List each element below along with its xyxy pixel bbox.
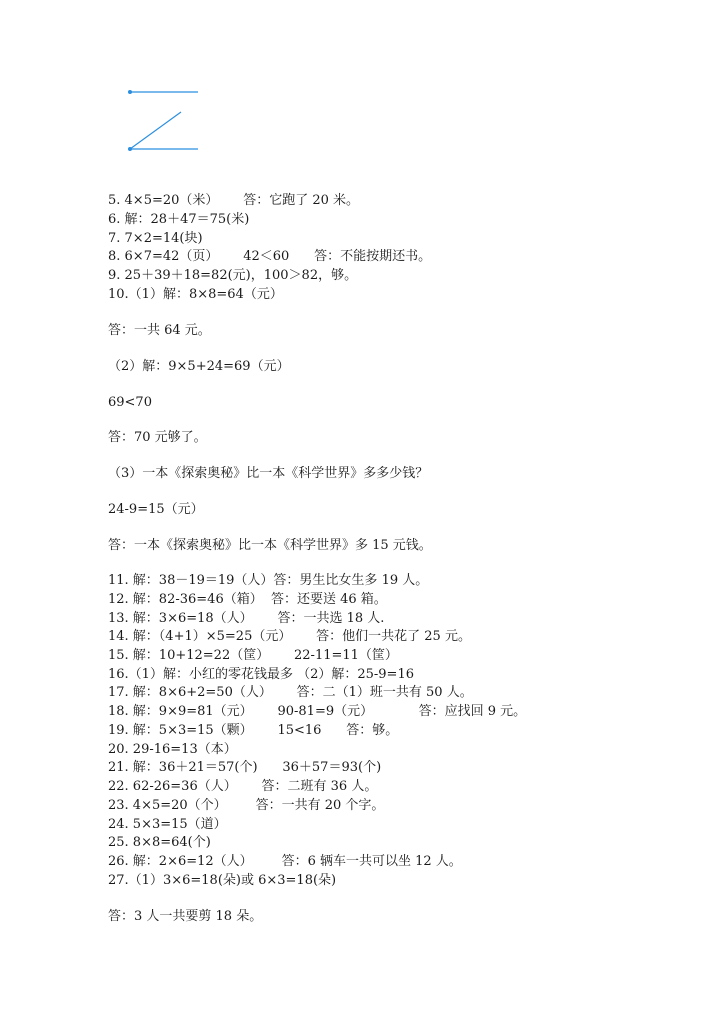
answer-line-10-2: （2）解：9×5+24=69（元） bbox=[108, 359, 290, 374]
answer-line-10-3-calc: 24-9=15（元） bbox=[108, 502, 204, 517]
answer-line-10-3-question: （3）一本《探索奥秘》比一本《科学世界》多多少钱？ bbox=[108, 466, 429, 481]
answer-line-10-2-result: 答：70 元够了。 bbox=[108, 430, 207, 445]
answer-line-20: 20. 29-16=13（本） bbox=[108, 742, 237, 757]
answer-line-9: 9. 25＋39＋18=82(元)，100＞82，够。 bbox=[108, 268, 358, 283]
answer-line-13: 13. 解：3×6=18（人） 答：一共选 18 人. bbox=[108, 611, 385, 626]
answer-line-14: 14. 解：（4+1）×5=25（元） 答：他们一共花了 25 元。 bbox=[108, 629, 471, 644]
answer-line-12: 12. 解：82-36=46（箱） 答：还要送 46 箱。 bbox=[108, 592, 387, 607]
answer-line-5: 5. 4×5=20（米） 答：它跑了 20 米。 bbox=[108, 193, 360, 208]
answer-line-21: 21. 解：36＋21＝57(个) 36＋57＝93(个) bbox=[108, 760, 382, 775]
answer-line-15: 15. 解：10+12=22（筐） 22-11=11（筐） bbox=[108, 648, 398, 663]
answer-line-7: 7. 7×2=14(块) bbox=[108, 231, 203, 246]
answer-line-22: 22. 62-26=36（人） 答：二班有 36 人。 bbox=[108, 779, 378, 794]
answer-line-23: 23. 4×5=20（个） 答：一共有 20 个字。 bbox=[108, 798, 385, 813]
answer-line-18: 18. 解：9×9=81（元） 90-81=9（元） 答：应找回 9 元。 bbox=[108, 704, 527, 719]
answer-line-8: 8. 6×7=42（页） 42＜60 答：不能按期还书。 bbox=[108, 249, 432, 264]
answer-line-6: 6. 解：28＋47＝75(米) bbox=[108, 212, 250, 227]
answer-line-10-3-result: 答：一本《探索奥秘》比一本《科学世界》多 15 元钱。 bbox=[108, 538, 432, 553]
answer-line-27-result: 答：3 人一共要剪 18 朵。 bbox=[108, 909, 263, 924]
answer-line-16: 16.（1）解：小红的零花钱最多 （2）解：25-9=16 bbox=[108, 667, 414, 682]
angle-bottom-vertex bbox=[128, 147, 132, 151]
answer-line-10-2-compare: 69<70 bbox=[108, 395, 152, 410]
answer-line-11: 11. 解：38－19＝19（人）答：男生比女生多 19 人。 bbox=[108, 573, 429, 588]
answer-line-17: 17. 解：8×6+2=50（人） 答：二（1）班一共有 50 人。 bbox=[108, 685, 473, 700]
answer-line-10-1: 10.（1）解：8×8=64（元） bbox=[108, 287, 283, 302]
answer-line-10-1-result: 答：一共 64 元。 bbox=[108, 323, 211, 338]
answer-line-26: 26. 解：2×6=12（人） 答：6 辆车一共可以坐 12 人。 bbox=[108, 854, 462, 869]
answer-line-25: 25. 8×8=64(个) bbox=[108, 835, 211, 850]
answer-line-24: 24. 5×3=15（道） bbox=[108, 817, 227, 832]
answer-line-19: 19. 解：5×3=15（颗） 15<16 答：够。 bbox=[108, 723, 399, 738]
angle-top-vertex bbox=[128, 90, 132, 94]
answer-line-27: 27.（1）3×6=18(朵)或 6×3=18(朵) bbox=[108, 873, 337, 888]
angle-diagonal-ray bbox=[130, 112, 181, 149]
angle-drawing bbox=[120, 80, 210, 160]
